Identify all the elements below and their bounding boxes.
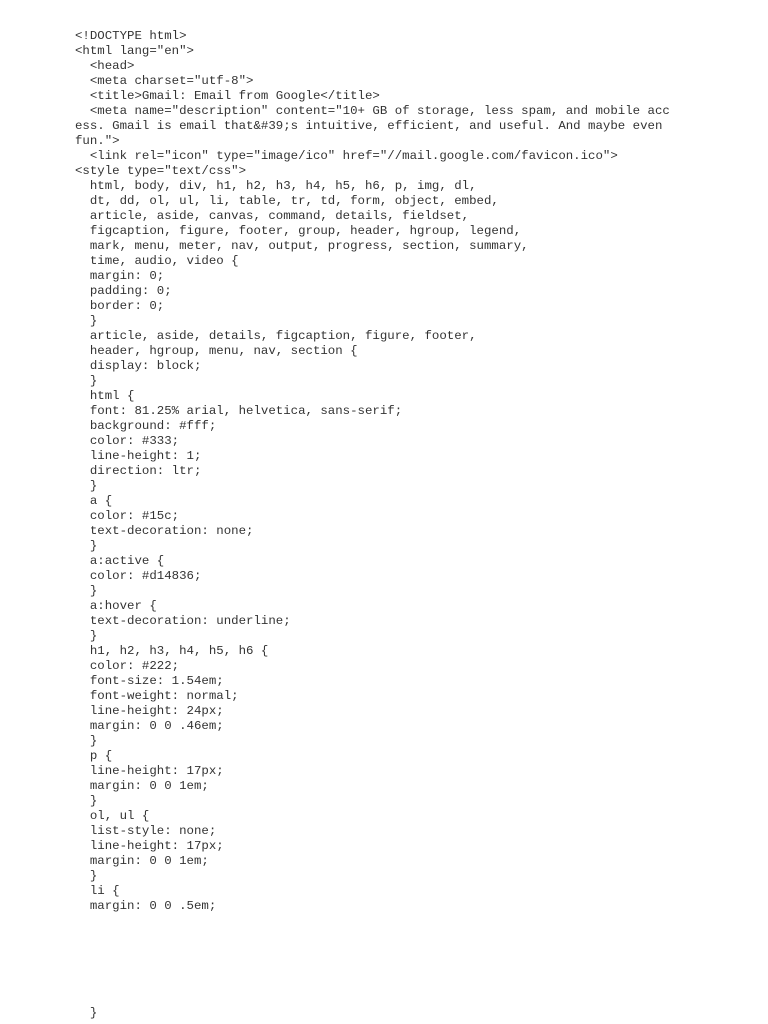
code-line: } bbox=[75, 539, 98, 553]
code-line: <meta name="description" content="10+ GB of storage, less spam, and mobile acc bbox=[75, 104, 670, 118]
code-line: line-height: 1; bbox=[75, 449, 202, 463]
code-line: color: #333; bbox=[75, 434, 180, 448]
code-line: color: #d14836; bbox=[75, 569, 202, 583]
code-line: header, hgroup, menu, nav, section { bbox=[75, 344, 358, 358]
code-line: mark, menu, meter, nav, output, progress, section, summary, bbox=[75, 239, 529, 253]
code-line: display: block; bbox=[75, 359, 202, 373]
code-line: } bbox=[75, 479, 98, 493]
code-line: background: #fff; bbox=[75, 419, 217, 433]
code-line: <html lang="en"> bbox=[75, 44, 194, 58]
code-line: line-height: 17px; bbox=[75, 764, 224, 778]
code-line: article, aside, details, figcaption, figure, footer, bbox=[75, 329, 477, 343]
code-line: p { bbox=[75, 749, 113, 763]
source-code-view bbox=[75, 29, 695, 914]
code-line: text-decoration: none; bbox=[75, 524, 254, 538]
code-line: } bbox=[75, 869, 98, 883]
code-line: <!DOCTYPE html> bbox=[75, 29, 187, 43]
code-line: direction: ltr; bbox=[75, 464, 202, 478]
code-line: } bbox=[75, 584, 98, 598]
code-line: dt, dd, ol, ul, li, table, tr, td, form, object, embed, bbox=[75, 194, 499, 208]
code-line: <meta charset="utf-8"> bbox=[75, 74, 254, 88]
code-line: margin: 0 0 1em; bbox=[75, 779, 209, 793]
code-line: li { bbox=[75, 884, 120, 898]
code-line: line-height: 24px; bbox=[75, 704, 224, 718]
code-line: border: 0; bbox=[75, 299, 165, 313]
code-line: html { bbox=[75, 389, 135, 403]
code-line: margin: 0; bbox=[75, 269, 165, 283]
code-line: font: 81.25% arial, helvetica, sans-serif; bbox=[75, 404, 403, 418]
code-line: h1, h2, h3, h4, h5, h6 { bbox=[75, 644, 269, 658]
code-line: ol, ul { bbox=[75, 809, 150, 823]
code-line: margin: 0 0 1em; bbox=[75, 854, 209, 868]
code-line: } bbox=[75, 314, 98, 328]
code-line: list-style: none; bbox=[75, 824, 217, 838]
code-line: margin: 0 0 .46em; bbox=[75, 719, 224, 733]
code-line: font-weight: normal; bbox=[75, 689, 239, 703]
code-line: } bbox=[75, 374, 98, 388]
code-line: figcaption, figure, footer, group, header, hgroup, legend, bbox=[75, 224, 522, 238]
code-line: <head> bbox=[75, 59, 135, 73]
code-line: text-decoration: underline; bbox=[75, 614, 291, 628]
code-line: margin: 0 0 .5em; bbox=[75, 899, 217, 913]
code-line: font-size: 1.54em; bbox=[75, 674, 224, 688]
code-line: time, audio, video { bbox=[75, 254, 239, 268]
code-line: } bbox=[75, 734, 98, 748]
code-line: line-height: 17px; bbox=[75, 839, 224, 853]
code-line: <style type="text/css"> bbox=[75, 164, 247, 178]
code-line: ess. Gmail is email that&#39;s intuitive, efficient, and useful. And maybe even bbox=[75, 119, 663, 133]
code-line: a { bbox=[75, 494, 113, 508]
code-line: padding: 0; bbox=[75, 284, 172, 298]
code-line: article, aside, canvas, command, details, fieldset, bbox=[75, 209, 470, 223]
code-line: <title>Gmail: Email from Google</title> bbox=[75, 89, 380, 103]
closing-brace-line: } bbox=[75, 1006, 98, 1020]
code-line: color: #15c; bbox=[75, 509, 180, 523]
code-line: a:hover { bbox=[75, 599, 157, 613]
code-line: fun."> bbox=[75, 134, 120, 148]
code-line: a:active { bbox=[75, 554, 165, 568]
code-line: html, body, div, h1, h2, h3, h4, h5, h6, p, img, dl, bbox=[75, 179, 477, 193]
code-line: } bbox=[75, 794, 98, 808]
code-line: } bbox=[75, 629, 98, 643]
code-line: color: #222; bbox=[75, 659, 180, 673]
code-line: <link rel="icon" type="image/ico" href="//mail.google.com/favicon.ico"> bbox=[75, 149, 618, 163]
